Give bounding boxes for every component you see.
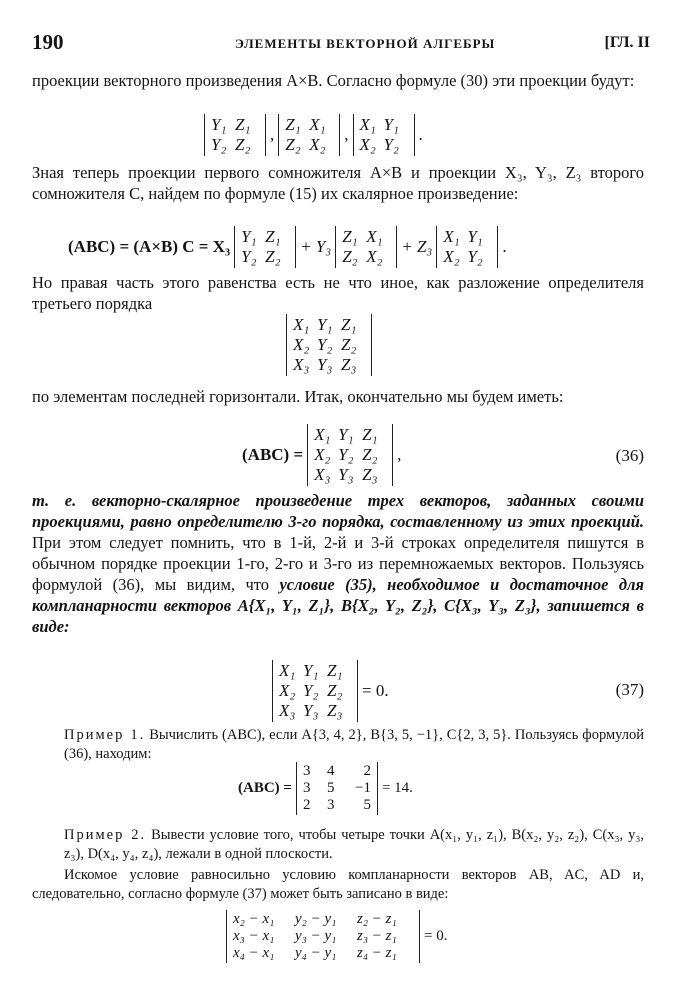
page-number: 190 <box>32 30 64 54</box>
det2-z3: X₁ Y₁ X₂ Y₂ <box>436 226 498 268</box>
ex2-rhs: = 0. <box>424 928 448 944</box>
paragraph-2: Зная теперь проекции первого сомножителя A×B и проекции X₃, Y₃, Z₃ второго сомножителя C, найдем по формуле (15) их скалярное произведение: <box>32 163 644 203</box>
equation-tag-37: (37) <box>615 680 644 699</box>
formula-36 <box>242 424 401 486</box>
example-2-text: Вывести условие того, чтобы четыре точки A(x₁, y₁, z₁), B(x₂, y₂, z₂), C(x₃, y₃, z₃), D(x₄, y₄, z₄), лежали в одной плоскости. <box>64 827 644 862</box>
formula-det3 <box>282 314 376 376</box>
det3-36: X₁ Y₁ Z₁ X₂ Y₂ Z₂ X₃ Y₃ Z₃ <box>307 424 393 486</box>
formula-cross-product-projections <box>200 114 423 156</box>
f36-lhs: (ABC) = <box>242 445 304 464</box>
example-2-continuation: Искомое условие равносильно условию компланарности векторов AB, AC, AD и, следовательно, согласно формуле (37) может быть записано в виде: <box>32 867 644 902</box>
example-1-text: Вычислить (ABC), если A{3, 4, 2}, B{3, 5, −1}, C{2, 3, 5}. Пользуясь формулой (36), находим: <box>64 727 645 762</box>
det2-3: X₁ Y₁ X₂ Y₂ <box>353 114 415 156</box>
theorem-statement: т. е. векторно-скалярное произведение трех векторов, заданных своими проекциями, равно определителю 3-го порядка, составленному из этих проекций. <box>32 491 644 531</box>
formula-scalar-product-expansion <box>68 226 507 268</box>
comma: , <box>397 445 402 464</box>
comma: , <box>344 125 349 144</box>
det2-y3: Z₁ X₁ Z₂ X₂ <box>335 226 397 268</box>
formula-37 <box>268 660 389 722</box>
formula-example-1 <box>238 762 413 815</box>
paragraph-5 <box>32 490 644 637</box>
chapter-label: [ГЛ. II <box>604 34 650 51</box>
equation-tag-36: (36) <box>615 446 644 465</box>
paragraph-4: по элементам последней горизонтали. Итак, окончательно мы будем иметь: <box>32 387 564 406</box>
running-title: ЭЛЕМЕНТЫ ВЕКТОРНОЙ АЛГЕБРЫ <box>235 36 496 51</box>
paragraph-1: проекции векторного произведения A×B. Согласно формуле (30) эти проекции будут: <box>32 71 635 90</box>
paragraph-5-body: При этом следует помнить, что в 1-й, 2-й и 3-й строках определителя пишутся в обычном порядке проекции 1-го, 2-го и 3-го из перемножаемых векторов. Пользуясь формулой (36), мы видим, что <box>32 533 644 594</box>
plus-z3: + Z₃ <box>401 237 433 256</box>
page-header <box>30 30 650 56</box>
example-1-label: Пример 1. <box>64 727 146 743</box>
det3-37: X₁ Y₁ Z₁ X₂ Y₂ Z₂ X₃ Y₃ Z₃ <box>272 660 358 722</box>
det3-example-1: 3 4 2 3 5 −1 2 3 5 <box>296 762 378 815</box>
period: . <box>502 237 507 256</box>
det2-2: Z₁ X₁ Z₂ X₂ <box>278 114 340 156</box>
period: . <box>418 125 423 144</box>
abc-lhs: (ABC) = (A×B) C = X₃ <box>68 237 231 256</box>
example-1 <box>64 726 644 764</box>
ex1-lhs: (ABC) = <box>238 780 292 796</box>
example-2 <box>64 826 644 864</box>
formula-example-2 <box>222 910 447 963</box>
ex1-rhs: = 14. <box>381 780 413 796</box>
coplanarity-condition: условие (35), необходимое и достаточное для компланарности векторов A{X₁, Y₁, Z₁}, B{X₂, Y₂, Z₂}, C{X₃, Y₃, Z₃}, запишется в виде: <box>32 575 644 636</box>
plus-y3: + Y₃ <box>300 237 332 256</box>
det3-example-2: x₂ − x₁ y₂ − y₁ z₂ − z₁ x₃ − x₁ y₃ − y₁ z₃ − z₁ x₄ − x₁ y₄ − y₁ z₄ − z₁ <box>226 910 420 963</box>
f37-rhs: = 0. <box>362 681 389 700</box>
det3-standalone: X₁ Y₁ Z₁ X₂ Y₂ Z₂ X₃ Y₃ Z₃ <box>286 314 372 376</box>
paragraph-3: Но правая часть этого равенства есть не что иное, как разложение определителя третьего порядка <box>32 273 644 313</box>
det2-x3: Y₁ Z₁ Y₂ Z₂ <box>234 226 296 268</box>
comma: , <box>270 125 275 144</box>
det2-1: Y₁ Z₁ Y₂ Z₂ <box>204 114 266 156</box>
example-2-label: Пример 2. <box>64 827 147 843</box>
